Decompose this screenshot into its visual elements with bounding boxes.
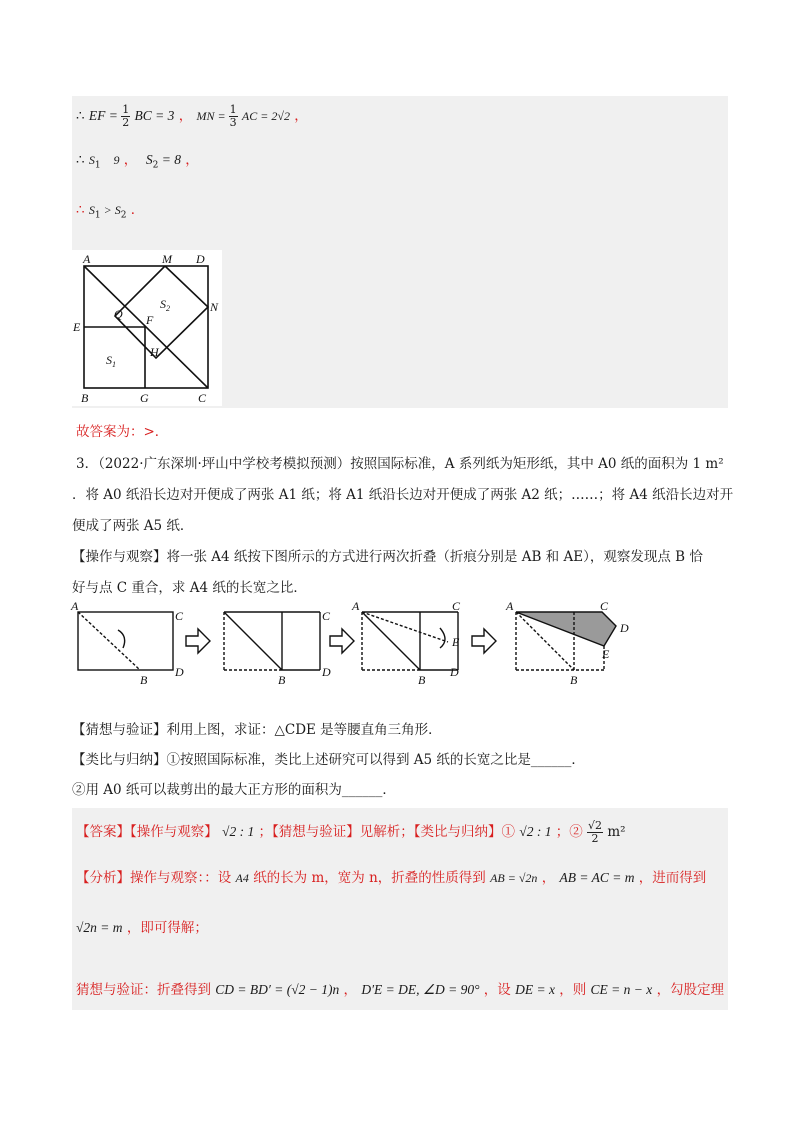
therefore-symbol: ∴ [76,152,85,168]
verify-tail: ，勾股定理 [656,982,725,998]
cd-expr: CD = BD′ = (√2 − 1)n [215,982,340,997]
fig2-label-d: D [322,665,331,679]
label-a: A [83,252,91,266]
label-q: Q [114,307,123,321]
answer-unit: m² [607,824,626,840]
frac-den: 2 [122,116,130,129]
s1-text: S [106,353,112,367]
frac-num: √2 [588,819,603,832]
s1-sub: 1 [112,360,116,369]
frac-den: 2 [591,832,599,845]
fig3-crease-ae [362,612,448,642]
label-n: N [210,300,219,314]
fig3-label-c: C [452,600,461,613]
s2-value: = 8 [158,152,181,167]
fig1-rect [78,612,173,670]
label-m: M [162,252,172,266]
separator: ， [343,982,358,998]
s2-symbol: S [145,152,153,167]
separator: ， [123,152,138,168]
subscript: 1 [94,210,101,221]
ef-expr: EF = [88,108,122,123]
fig1-label-b: B [140,673,148,687]
s1-symbol: S [88,203,95,217]
analysis-line [76,868,706,888]
subscript: 1 [94,160,101,171]
s2-symbol: > S [100,203,121,217]
fig4-label-b: B [570,673,578,687]
answer-mid: ；【猜想与验证】见解析；【类比与归纳】① [258,824,515,840]
mn-expr: MN = [196,109,229,123]
fig3-diagonal [362,612,420,670]
s1-symbol: S [88,153,95,167]
subscript: 2 [120,210,127,221]
fold-figures [68,600,668,692]
arrow-right-3 [472,629,496,653]
fig1-label-c: C [175,609,184,623]
a4-term: A4 [235,871,249,885]
fig3-label-e: E [452,635,460,649]
s2-text: S [160,297,166,311]
label-c: C [198,391,207,405]
solution-line-1 [76,104,308,129]
answer-line: 故答案为：>． [76,424,169,440]
problem-line-1: 3．（2022·广东深圳·坪山中学校考模拟预测）按照国际标准，A 系列纸为矩形纸，其中 A0 纸的面积为 1 m² [76,456,724,472]
ab-ac-expr: AB = AC = m [559,870,635,885]
verify-text-2: ，则 [559,982,587,998]
ce-expr: CE = n − x [590,982,653,997]
fig2-label-c: C [322,609,331,623]
label-d: D [196,252,205,266]
de-x-expr: DE = x [515,982,555,997]
analysis-label: 【分析】操作与观察：：设 [76,870,232,886]
fig4-label-a: A [506,600,514,613]
fig3-label-a: A [352,600,360,613]
solution-line-2 [76,150,199,176]
separator: ， [294,108,308,124]
subscript: 2 [152,160,159,171]
square-figure [72,250,222,406]
verify-label: 猜想与验证：折叠得到 [76,982,211,998]
ab-expr: AB = √2n [490,871,538,885]
bc-expr: BC = 3 [134,108,175,123]
answer-summary-line [76,820,626,845]
fig1-label-d: D [175,665,184,679]
guess-line: 【猜想与验证】利用上图，求证：△CDE 是等腰直角三角形． [72,722,442,738]
analysis2-text: ，即可得解； [126,920,208,936]
separator: ， [178,108,193,124]
separator: ， [185,152,199,168]
label-h: H [150,345,159,359]
fraction-third [229,104,238,129]
label-e: E [73,320,81,334]
therefore-symbol: ∴ [76,108,85,124]
fig1-crease [78,612,140,670]
label-f: F [146,313,154,327]
fig1-label-a: A [71,600,79,613]
answer-fraction [587,820,603,845]
solution-line-3 [76,200,144,226]
analysis-tail: ，进而得到 [638,870,707,886]
s1-value: 9 [113,153,120,167]
analogy-line-2: ②用 A0 纸可以裁剪出的最大正方形的面积为______． [72,782,396,798]
fig1-arrow [118,630,125,648]
fraction-half [121,104,130,129]
fig3-label-d: D [450,665,459,679]
root2n-expr: √2n = m [76,920,123,935]
arrow-right-2 [330,629,354,653]
separator: ， [541,870,556,886]
ratio-a4: √2 : 1 [222,824,255,839]
answer-label: 【答案】【操作与观察】 [76,824,218,840]
fig4-shaded-flap [516,612,616,646]
ratio-a5: √2 : 1 [519,824,552,839]
s2-sub: 2 [166,304,170,313]
frac-num: 1 [229,103,237,116]
fig4-label-c: C [600,600,609,613]
frac-den: 3 [229,116,237,129]
arrow-right-1 [186,629,210,653]
fig3-label-b: B [418,673,426,687]
analysis-line-2 [76,918,208,938]
label-g: G [140,391,149,405]
answer-part2: ；② [555,824,583,840]
problem-line-2: ．将 A0 纸沿长边对开便成了两张 A1 纸；将 A1 纸沿长边对开便成了两张 A2 纸；……；将 A4 纸沿长边对开 [72,487,734,503]
fig4-label-d: D [620,621,629,635]
fig3-arrow [440,628,445,648]
frac-num: 1 [122,103,130,116]
fig2-label-b: B [278,673,286,687]
verify-text: ，设 [483,982,511,998]
de-expr: D′E = DE, ∠D = 90° [361,982,480,997]
analogy-line-1: 【类比与归纳】①按照国际标准，类比上述研究可以得到 A5 纸的长宽之比是______． [72,752,585,768]
therefore-symbol: ∴ [76,202,85,218]
label-b: B [81,391,89,405]
operation-line-2: 好与点 C 重合，求 A4 纸的长宽之比． [72,580,307,596]
ac-expr: AC = 2√2 [241,109,290,123]
operation-line-1: 【操作与观察】将一张 A4 纸按下图所示的方式进行两次折叠（折痕分别是 AB 和 AE），观察发现点 B 恰 [72,549,703,565]
fig2-diagonal [224,612,282,670]
analysis-text: 纸的长为 m，宽为 n，折叠的性质得到 [253,870,486,886]
verify-line [76,980,724,1000]
separator: ． [130,202,145,218]
problem-line-3: 便成了两张 A5 纸． [72,518,194,534]
fig4-label-e: E [602,647,610,661]
